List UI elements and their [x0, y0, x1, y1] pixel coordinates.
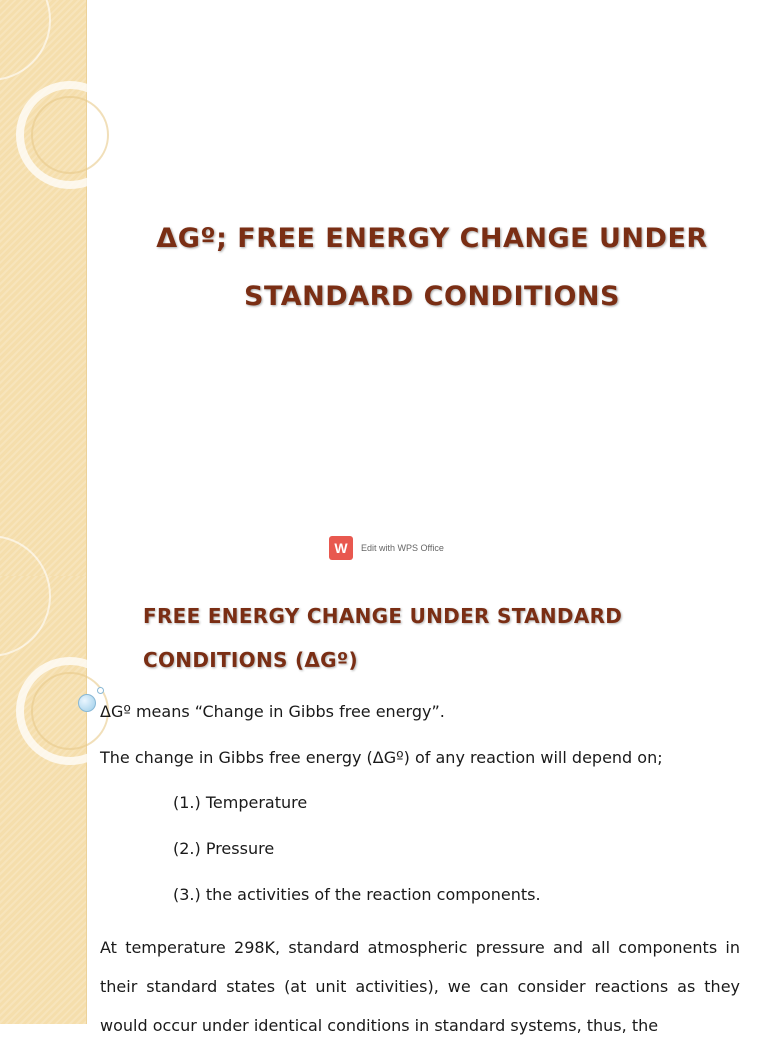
bullet-circle-icon: [78, 694, 96, 712]
body-paragraph: At temperature 298K, standard atmospheric pressure and all components in their standard states (at unit activities), we can consider reactions as they would occur under identical conditions in standard systems, thus, the: [100, 938, 740, 1035]
decorative-circles-icon: [0, 0, 180, 200]
slide-title: ΔGº; FREE ENERGY CHANGE UNDER STANDARD CONDITIONS: [156, 223, 708, 312]
list-item-temperature: (1.) Temperature: [173, 793, 308, 812]
wps-watermark[interactable]: [329, 536, 444, 560]
body-line-definition: ΔGº means “Change in Gibbs free energy”.: [100, 702, 445, 721]
list-item-activities: (3.) the activities of the reaction components.: [173, 885, 541, 904]
bullet-small-circle-icon: [97, 687, 104, 694]
wps-watermark-text: Edit with WPS Office: [361, 543, 444, 553]
section-heading: FREE ENERGY CHANGE UNDER STANDARD CONDITIONS (ΔGº): [143, 604, 623, 672]
wps-logo-icon: W: [329, 536, 353, 560]
body-line-dependence: The change in Gibbs free energy (ΔGº) of any reaction will depend on;: [100, 748, 663, 767]
slide-2: [0, 576, 768, 1035]
list-item-pressure: (2.) Pressure: [173, 839, 275, 858]
